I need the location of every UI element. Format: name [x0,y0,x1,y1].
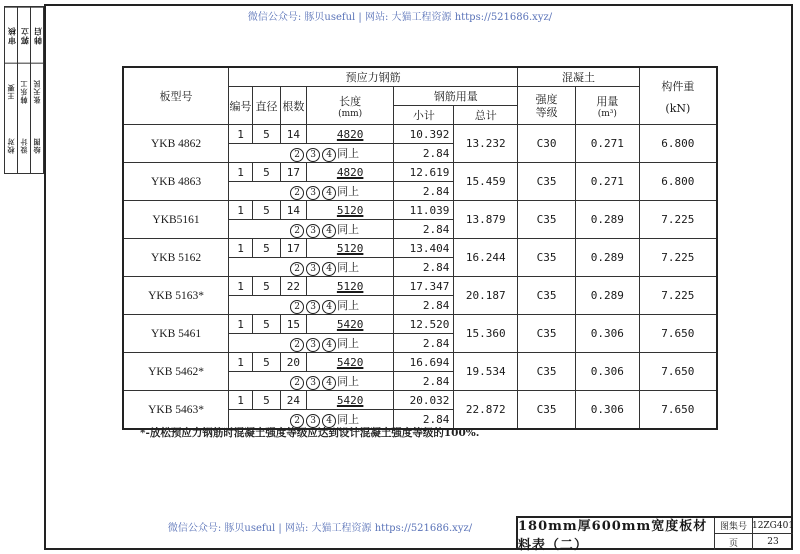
model-cell: YKB 5461 [123,315,229,353]
grade-cell: C35 [518,163,576,201]
watermark-top: 微信公众号: 豚贝useful | 网站: 大猫工程资源 https://521686.xyz/ [247,12,553,23]
header-weight [639,67,717,125]
length-cell [306,201,394,220]
grade-cell: C35 [518,315,576,353]
volume-cell: 0.271 [575,163,639,201]
same-as-above-label: 同上 [337,336,360,350]
strip-column-1 [5,7,18,173]
circled-number-icon: 3 [306,300,320,314]
footnote: *-放松预应力钢筋时混凝土强度等级应达到设计混凝土强度等级的100%. [140,427,480,439]
table-row [123,315,717,334]
volume-cell: 0.306 [575,315,639,353]
subtotal-cell: 2.84 [394,372,454,391]
header-count: 根数 [280,87,306,125]
same-as-above-label: 同上 [337,146,360,160]
grade-cell: C35 [518,239,576,277]
circled-number-icon: 3 [306,224,320,238]
volume-cell: 0.271 [575,125,639,163]
model-cell: YKB 4863 [123,163,229,201]
length-cell [306,353,394,372]
total-cell: 15.360 [454,315,518,353]
header-steel-usage: 钢筋用量 [394,87,518,106]
length-value: 4820 [336,127,364,141]
subtotal-cell: 2.84 [394,410,454,430]
model-cell: YKB 5162 [123,239,229,277]
same-as-above-cell [229,296,394,315]
header-volume-label: 用量 [596,94,619,108]
length-value: 5420 [336,355,364,369]
total-cell: 20.187 [454,277,518,315]
strip-cell: 审核 [5,7,17,63]
volume-cell: 0.306 [575,391,639,430]
page-number: 23 [767,537,779,547]
circled-number-icon: 2 [290,414,304,428]
count-cell: 14 [280,201,306,220]
weight-cell: 6.800 [639,163,717,201]
weight-cell: 7.650 [639,353,717,391]
header-prestress: 预应力钢筋 [229,67,518,87]
no-cell: 1 [229,277,253,296]
table-row [123,239,717,258]
same-as-above-label: 同上 [337,184,360,198]
header-strength-label: 强度等级 [535,92,558,119]
diameter-cell: 5 [253,353,281,372]
diameter-cell: 5 [253,391,281,410]
same-as-above-cell [229,144,394,163]
subtotal-cell: 2.84 [394,258,454,277]
table-row [123,201,717,220]
circled-number-icon: 4 [322,300,336,314]
strip-column-2 [18,7,31,173]
model-cell: YKB5161 [123,201,229,239]
subtotal-cell: 12.520 [394,315,454,334]
no-cell: 1 [229,391,253,410]
strip-cell: 郭立 [18,7,30,63]
circled-number-icon: 2 [290,376,304,390]
circled-number-icon: 4 [322,224,336,238]
table-row [123,125,717,144]
circled-number-icon: 4 [322,338,336,352]
subtotal-cell: 2.84 [394,182,454,201]
weight-cell: 6.800 [639,125,717,163]
circled-number-icon: 2 [290,262,304,276]
same-as-above-label: 同上 [337,260,360,274]
subtotal-cell: 10.392 [394,125,454,144]
table-row [123,391,717,410]
material-table [122,66,718,430]
strip-column-3 [31,7,43,173]
volume-cell: 0.306 [575,353,639,391]
diameter-cell: 5 [253,315,281,334]
strip-cell: 韩乐工 [18,63,30,119]
subtotal-cell: 13.404 [394,239,454,258]
circled-number-icon: 3 [306,186,320,200]
length-cell [306,391,394,410]
total-cell: 16.244 [454,239,518,277]
circled-number-icon: 4 [322,262,336,276]
strip-cell: 王要 [5,63,17,119]
no-cell: 1 [229,315,253,334]
grade-cell: C35 [518,353,576,391]
header-length-unit: (mm) [338,108,363,119]
same-as-above-cell [229,182,394,201]
atlas-number: 12ZG401 [753,518,793,534]
no-cell: 1 [229,201,253,220]
count-cell: 20 [280,353,306,372]
length-value: 5420 [336,317,364,331]
total-cell: 13.232 [454,125,518,163]
circled-number-icon: 2 [290,148,304,162]
weight-cell: 7.650 [639,391,717,430]
diameter-cell: 5 [253,239,281,258]
header-subtotal: 小计 [394,106,454,125]
header-weight-label: 构件重 [661,79,695,93]
circled-number-icon: 2 [290,224,304,238]
length-value: 5120 [336,279,364,293]
circled-number-icon: 3 [306,338,320,352]
subtotal-cell: 2.84 [394,220,454,239]
weight-cell: 7.650 [639,315,717,353]
strip-cell: 张天民 [31,63,43,119]
subtotal-cell: 2.84 [394,296,454,315]
same-as-above-cell [229,334,394,353]
length-cell [306,239,394,258]
weight-cell: 7.225 [639,277,717,315]
title-block [516,516,795,553]
volume-cell: 0.289 [575,277,639,315]
strip-cell: 设计 [19,137,28,154]
header-strength [518,87,576,125]
strip-cell: 韩启 [31,7,43,63]
header-weight-unit: (kN) [665,101,691,115]
no-cell: 1 [229,125,253,144]
length-cell [306,315,394,334]
same-as-above-label: 同上 [337,412,360,426]
count-cell: 15 [280,315,306,334]
model-cell: YKB 5163* [123,277,229,315]
circled-number-icon: 4 [322,186,336,200]
length-cell [306,125,394,144]
circled-number-icon: 3 [306,262,320,276]
length-value: 5120 [336,203,364,217]
volume-cell: 0.289 [575,201,639,239]
header-no: 编号 [229,87,253,125]
diameter-cell: 5 [253,125,281,144]
grade-cell: C30 [518,125,576,163]
length-cell [306,277,394,296]
same-as-above-cell [229,372,394,391]
header-diameter: 直径 [253,87,281,125]
drawing-title: 180mm厚600mm宽度板材料表（二） [518,518,715,550]
grade-cell: C35 [518,277,576,315]
table-row [123,277,717,296]
diameter-cell: 5 [253,277,281,296]
title-block-grid [715,518,793,550]
no-cell: 1 [229,239,253,258]
subtotal-cell: 17.347 [394,277,454,296]
grade-cell: C35 [518,391,576,430]
circled-number-icon: 3 [306,376,320,390]
circled-number-icon: 4 [322,414,336,428]
length-cell [306,163,394,182]
count-cell: 24 [280,391,306,410]
no-cell: 1 [229,163,253,182]
total-cell: 15.459 [454,163,518,201]
model-cell: YKB 5463* [123,391,229,430]
subtotal-cell: 16.694 [394,353,454,372]
watermark-bottom: 微信公众号: 豚贝useful | 网站: 大猫工程资源 https://521686.xyz/ [167,523,473,534]
header-concrete: 混凝土 [518,67,640,87]
length-value: 5420 [336,393,364,407]
signature-strip [4,6,44,174]
diameter-cell: 5 [253,201,281,220]
weight-cell: 7.225 [639,201,717,239]
length-value: 4820 [336,165,364,179]
strip-cell: 绘图 [32,137,41,154]
table-row [123,163,717,182]
same-as-above-cell [229,220,394,239]
model-cell: YKB 4862 [123,125,229,163]
circled-number-icon: 3 [306,148,320,162]
page-label: 页 [715,534,753,550]
same-as-above-label: 同上 [337,222,360,236]
subtotal-cell: 2.84 [394,144,454,163]
length-value: 5120 [336,241,364,255]
model-cell: YKB 5462* [123,353,229,391]
count-cell: 22 [280,277,306,296]
count-cell: 17 [280,163,306,182]
subtotal-cell: 2.84 [394,334,454,353]
atlas-label: 图集号 [715,518,753,534]
same-as-above-label: 同上 [337,298,360,312]
no-cell: 1 [229,353,253,372]
subtotal-cell: 12.619 [394,163,454,182]
total-cell: 19.534 [454,353,518,391]
header-volume [575,87,639,125]
volume-cell: 0.289 [575,239,639,277]
header-length-label: 长度 [339,94,362,108]
circled-number-icon: 2 [290,186,304,200]
circled-number-icon: 2 [290,338,304,352]
count-cell: 17 [280,239,306,258]
count-cell: 14 [280,125,306,144]
strip-cell: 校对 [6,137,15,154]
table-row [123,353,717,372]
header-model: 板型号 [123,67,229,125]
header-volume-unit: (m³) [597,108,617,119]
subtotal-cell: 11.039 [394,201,454,220]
total-cell: 22.872 [454,391,518,430]
total-cell: 13.879 [454,201,518,239]
diameter-cell: 5 [253,163,281,182]
header-length [306,87,394,125]
header-total: 总计 [454,106,518,125]
circled-number-icon: 4 [322,148,336,162]
weight-cell: 7.225 [639,239,717,277]
same-as-above-cell [229,258,394,277]
subtotal-cell: 20.032 [394,391,454,410]
circled-number-icon: 2 [290,300,304,314]
circled-number-icon: 3 [306,414,320,428]
circled-number-icon: 4 [322,376,336,390]
same-as-above-label: 同上 [337,374,360,388]
grade-cell: C35 [518,201,576,239]
